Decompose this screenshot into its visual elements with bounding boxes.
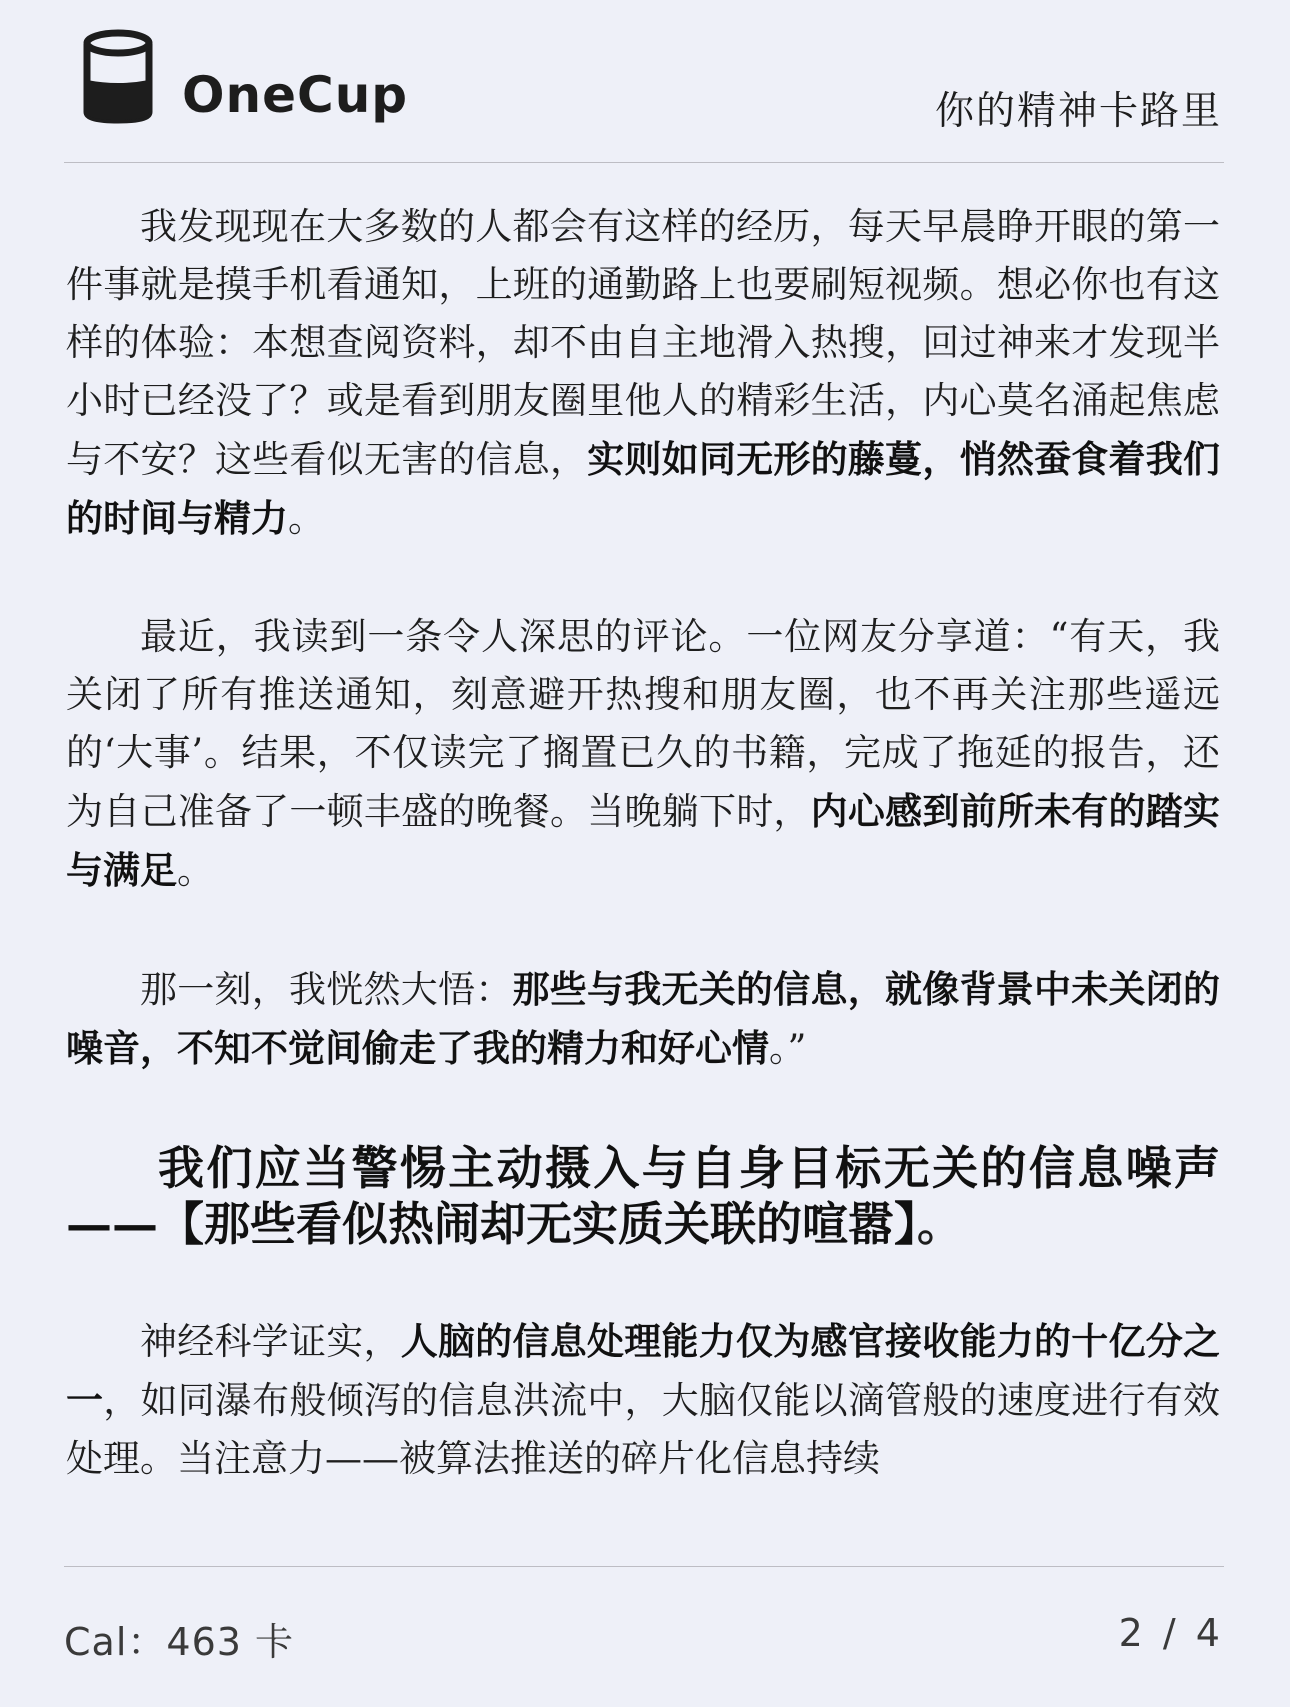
- text-segment: 。”: [769, 1027, 807, 1070]
- text-segment: 神经科学证实，: [140, 1320, 401, 1363]
- header: [64, 26, 1224, 163]
- section-heading: [66, 1140, 1220, 1252]
- brand-name: OneCup: [182, 66, 409, 124]
- text-segment: 。: [917, 1197, 963, 1251]
- cal-value: 463: [166, 1620, 242, 1664]
- paragraph: [66, 1312, 1220, 1488]
- cup-icon: [82, 28, 154, 124]
- bold-text: 实则如同无形的藤蔓，悄然蚕食着我们的时间与精力: [66, 437, 1220, 540]
- bold-text: 那些与我无关的信息，就像背景中未关闭的噪音，不知不觉间偷走了我的精力和好心情: [66, 967, 1220, 1070]
- footer: [64, 1566, 1224, 1664]
- tagline: 你的精神卡路里: [934, 89, 1222, 134]
- paragraph: [66, 608, 1220, 900]
- calorie-counter: [64, 1611, 294, 1666]
- page-indicator: 2 / 4: [1118, 1611, 1224, 1655]
- text-segment: 最近，我读到一条令人深思的评论。一位网友分享道：“有天，我关闭了所有推送通知，刻意避开热搜和朋友圈，也不再关注那些遥远的‘大事’。结果，不仅读完了搁置已久的书籍，完成了拖延的报告，还为自己准备了一顿丰盛的晚餐。当晚躺下时，: [66, 615, 1220, 833]
- cal-label: Cal：: [64, 1620, 167, 1664]
- text-segment: 。: [177, 849, 214, 892]
- text-segment: 我发现现在大多数的人都会有这样的经历，每天早晨睁开眼的第一件事就是摸手机看通知，上班的通勤路上也要刷短视频。想必你也有这样的体验：本想查阅资料，却不由自主地滑入热搜，回过神来才发现半小时已经没了？或是看到朋友圈里他人的精彩生活，内心莫名涌起焦虑与不安？这些看似无害的信息，: [66, 205, 1220, 481]
- paragraph: [66, 198, 1220, 548]
- paragraph: [66, 960, 1220, 1078]
- text-segment: 。: [288, 497, 325, 540]
- bold-text: 内心感到前所未有的踏实与满足: [66, 789, 1221, 892]
- article-body: [66, 198, 1220, 1488]
- text-segment: ，如同瀑布般倾泻的信息洪流中，大脑仅能以滴管般的速度进行有效处理。当注意力——被算法推送的碎片化信息持续: [66, 1379, 1220, 1480]
- bold-text: 人脑的信息处理能力仅为感官接收能力的十亿分之一: [66, 1319, 1220, 1422]
- text-segment: 那一刻，我恍然大悟：: [140, 968, 513, 1011]
- bold-text: 我们应当警惕主动摄入与自身目标无关的信息噪声——【那些看似热闹却无实质关联的喧嚣】: [66, 1141, 1220, 1251]
- cal-unit: 卡: [255, 1620, 295, 1664]
